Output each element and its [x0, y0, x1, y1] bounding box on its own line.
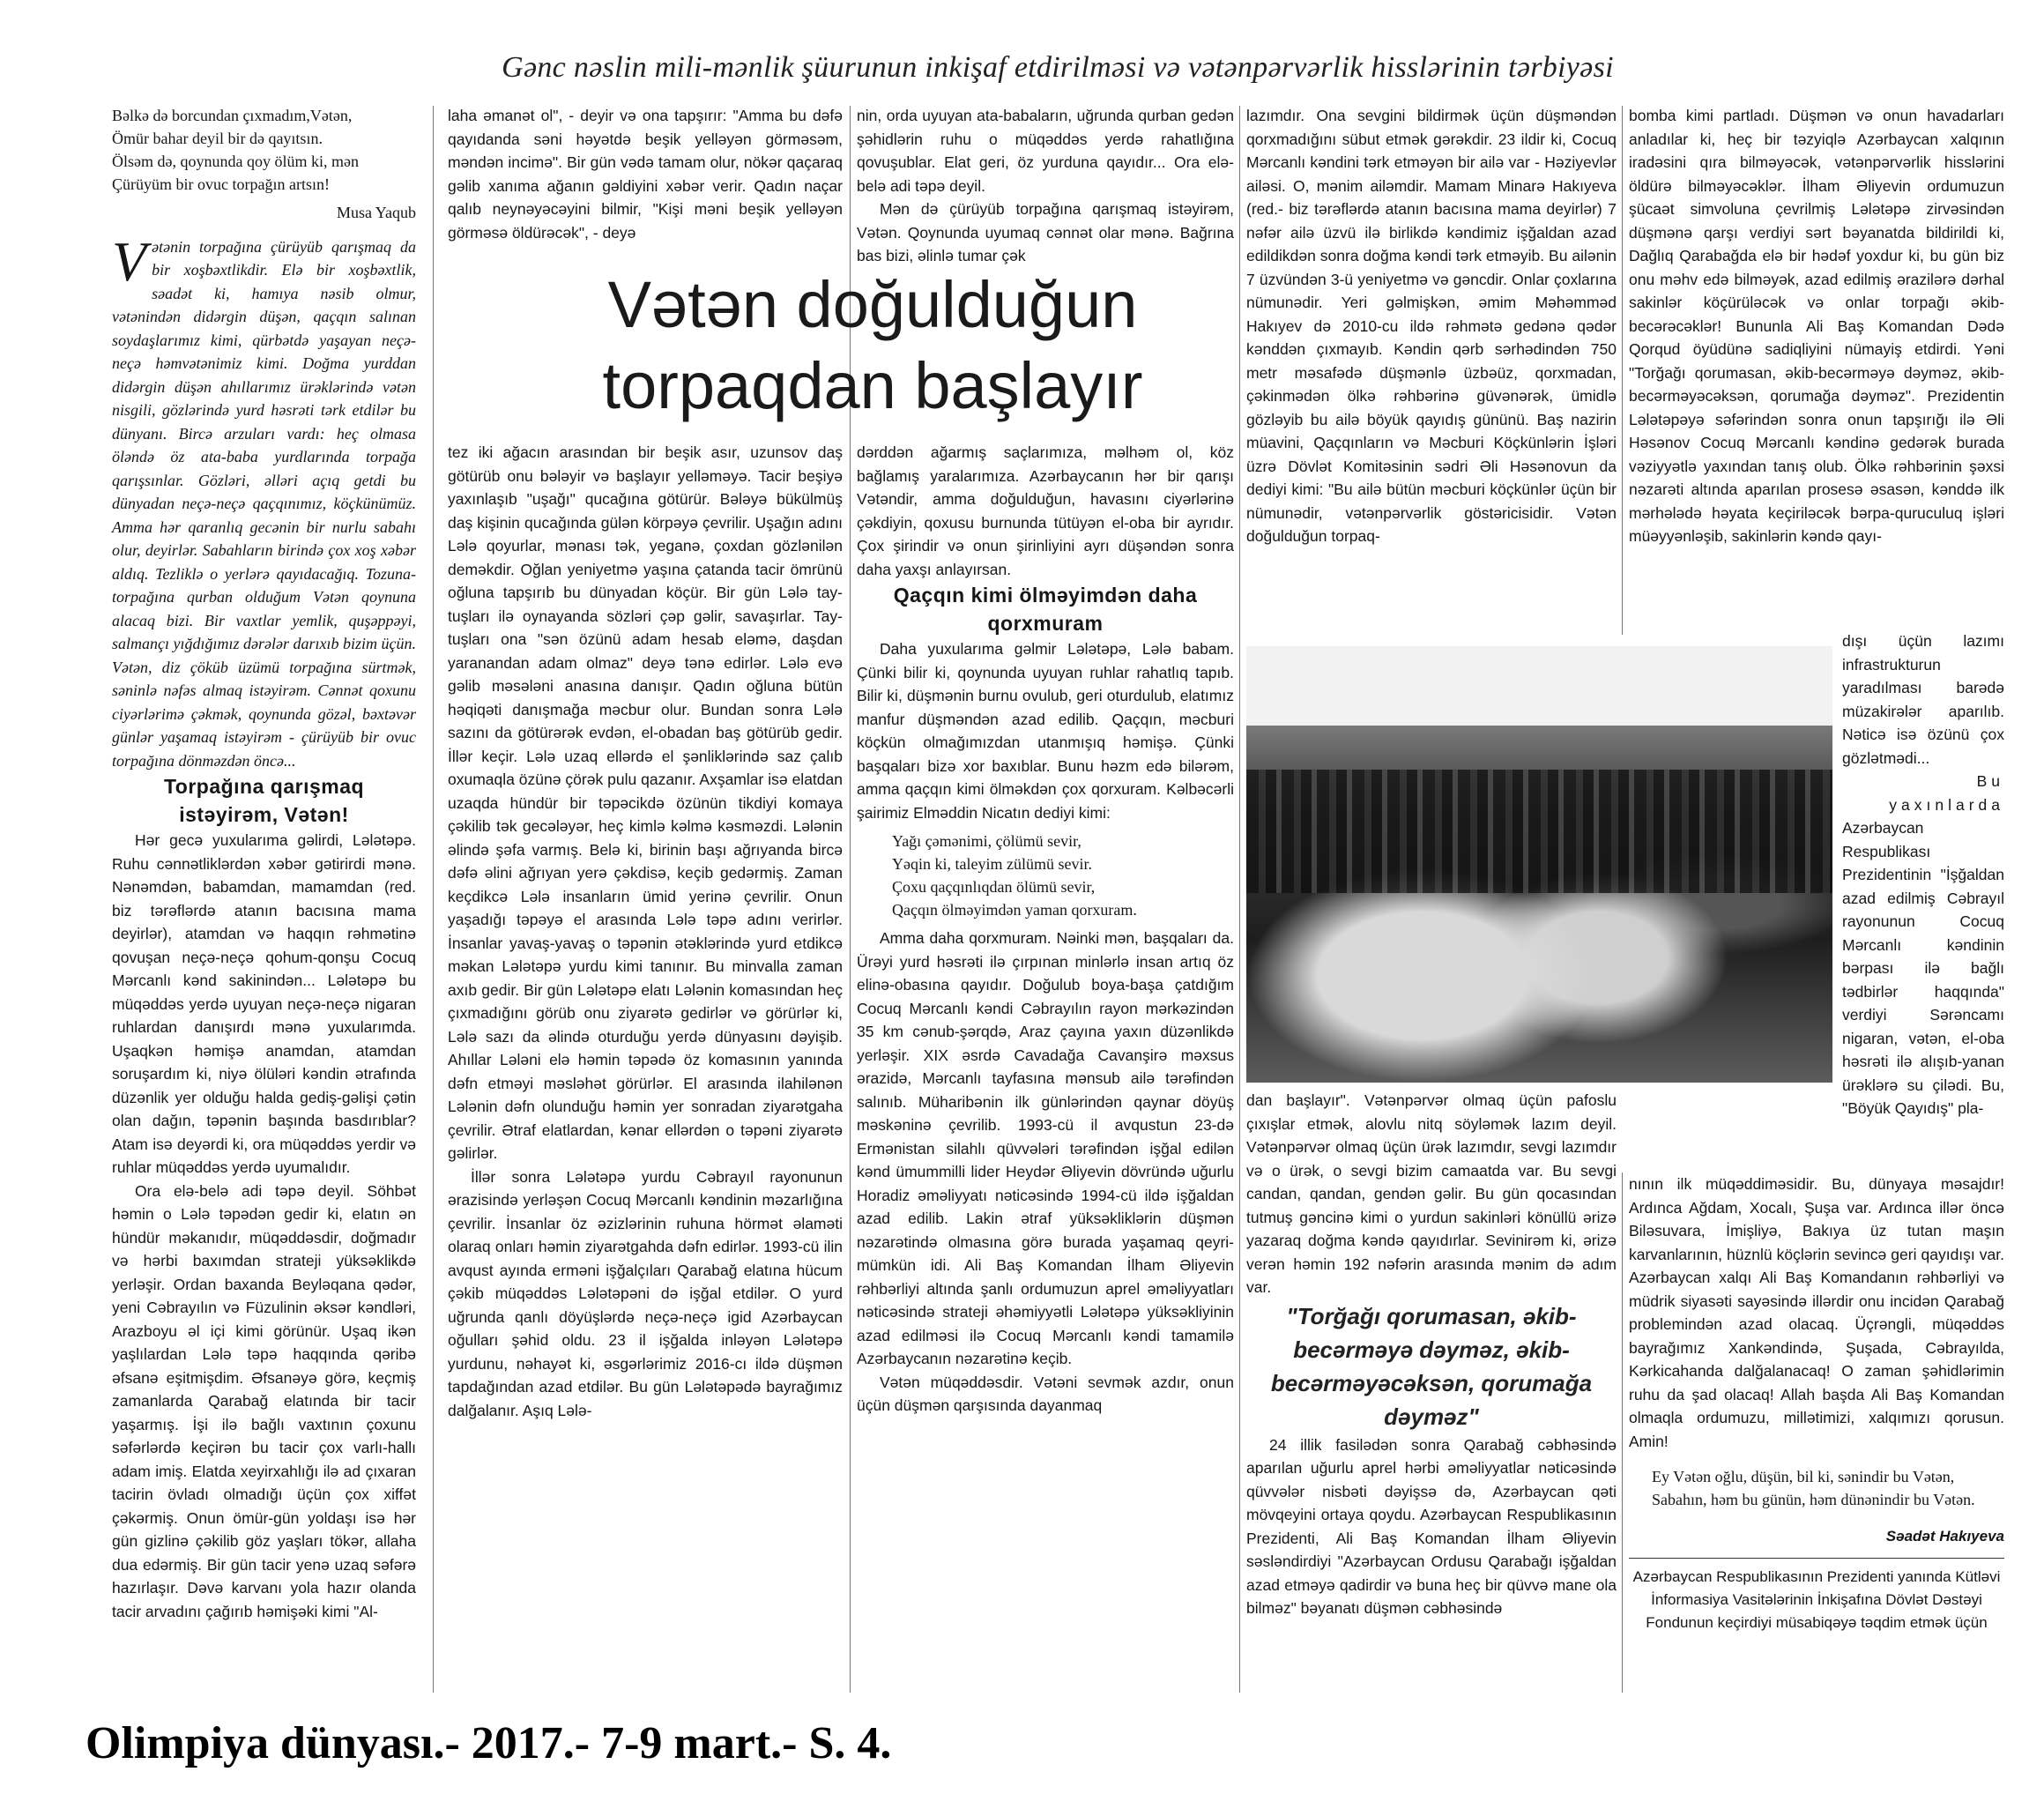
closing-poem [1629, 1465, 2004, 1511]
paragraph: dərddən ağarmış saçlarımıza, məlhəm ol, köz bağlamış yaralarımıza. Azərbaycanın hər bir qarışı Vətəndir, amma doğulduğun, havasını ciyərlərinə çəkdiyin, qoxusu burnunda tütüyən el-oba bir ayrıdır. Çox şirindir və onun şirinliyini ayrı düşəndən sonra daha yaxşı anlayırsan. [857, 443, 1234, 578]
paragraph: Mən də çürüyüb torpağına qarışmaq istəyirəm, Vətən. Qoynunda uyumaq cənnət olar mənə. Bağrına bas bizi, əlinlə tumar çək [857, 200, 1234, 264]
poem-line: Ey Vətən oğlu, düşün, bil ki, sənindir bu Vətən, [1652, 1468, 1955, 1485]
poem-line: Bəlkə də borcundan çıxmadım,Vətən, [112, 107, 353, 124]
intro-paragraph [112, 229, 416, 773]
paragraph: nin, orda uyuyan ata-babaların, uğrunda qurban gedən şəhidlərin ruhu o müqəddəs yerdə rahatlığına qovuşublar. Elat geri, öz yurduna qayıdır... Ora elə-belə adi təpə deyil. [857, 107, 1234, 195]
paragraph: bomba kimi partladı. Düşmən və onun havadarları anladılar ki, heç bir təzyiqlə Azərbaycan xalqının iradəsini qıra bilməyəcək, vətənpərvərlik hisslərini öldürə bilməyəcəklər. İlham Əliyevin ordumuzun şücaət simvoluna çevrilmiş Lələtəpə zirvəsindən düşmənə qarşı verdiyi sərt bəyanatda bildirildi ki, Dağlıq Qarabağda elə bir hədəf yoxdur ki, bu gün biz onu məhv edə bilməyək, azad edilmiş ərazilərə dərhal sakinlər köçürüləcək və onlar torpağı əkib-becərəcəklər! Bununla Ali Baş Komandan Dədə Qorqud öyüdünə sadiqliyini nümayiş etdirdi. Yəni "Torğağı qorumasan, əkib-becərməyə dəyməz, əkib-becərməyəcəksən, qorumağa dəyməz". Prezidentin Lələtəpəyə səfərindən sonra onun tapşırığı ilə Əli Həsənov Cocuq Mərcanlı kəndinə gedərək burada vəziyyətlə yaxından tanış olub. Ölkə rəhbərinin şəxsi nəzarəti altında aparılan prosesə əsasən, kənddə ilk mərhələdə həyata keçiriləcək bərpa-quruculuq işləri müəyyənləşib, sakinlərin kəndə qayı- [1629, 107, 2004, 545]
paragraph: Vətən müqəddəsdir. Vətəni sevmək azdır, onun üçün düşmən qarşısında dayanmaq [857, 1373, 1234, 1414]
column-divider [1622, 106, 1623, 635]
paragraph: Amma daha qorxmuram. Nəinki mən, başqaları da. Ürəyi yurd həsrəti ilə çırpınan minlərlə insan artıq öz elinə-obasına qayıdır. Doğulub boya-başa çatdığım Cocuq Mərcanlı kəndi Cəbrayılın rayon mərkəzindən 35 km cənub-şərqdə, Araz çayına yaxın düzənlikdə yerləşir. XIX əsrdə Cavadağa Cavanşirə məxsus ərazidə, Mərcanlı tayfasına mənsub ailə tərəfindən salınıb. Müharibənin ilk günlərindən qaynar döyüş məskəninə çevrilib. 1993-cü il avqustun 23-də Ermənistan silahlı qüvvələri tərəfindən işğal edilən kənd ümummilli lider Heydər Əliyevin dövründə uğurlu Horadiz əməliyyatı nəticəsində 1994-cü ildə işğaldan azad edilib. Lakin ətraf yüksəkliklərin düşmən nəzarətində olmasına görə burada yaşamaq qeyri-mümkün idi. Ali Baş Komandan İlham Əliyevin rəhbərliyi altında şanlı ordumuzun aprel əməliyyatları nəticəsində strateji əhəmiyyətli Lələtəpə yüksəkliyinin azad edilməsi ilə Cocuq Mərcanlı kəndi tamamilə Azərbaycanın nəzarətinə keçib. [857, 929, 1234, 1367]
column-5-narrow [1842, 629, 2004, 1120]
paragraph: nının ilk müqəddiməsidir. Bu, dünyaya məsajdır! Ardınca Ağdam, Xocalı, Şuşa var. Ardınca illər öncə Biləsuvara, İmişliyə, Bakıya üz tutan maşın karvanlarının, hüznlü köçlərin sevincə geri qayıdışı var. Azərbaycan xalqı Ali Baş Komandanın rəhbərliyi və müdrik siyasəti sayəsində illərdir onu incidən Qarabağ problemindən azad olacaq. Üçrəngli, müqəddəs bayrağımız Xankəndində, Şuşada, Cəbrayılda, Kərkicahanda dalğalanacaq! O zaman şəhidlərimin ruhu da şad olacaq! Allah başda Ali Baş Komandan olmaqla ordumuzu, millətimizi, xalqımızı qorusun. Amin! [1629, 1175, 2004, 1450]
column-divider [1622, 1172, 1623, 1693]
poem-line: Sabahın, həm bu günün, həm dünənindir bu Vətən. [1652, 1491, 1975, 1508]
column-divider [433, 106, 434, 1693]
poem-line: Yağı çəmənimi, çölümü sevir, [892, 832, 1081, 850]
column-5-top [1629, 104, 2004, 548]
paragraph: Azərbaycan Respublikası Prezidentinin "İşğaldan azad edilmiş Cəbrayıl rayonunun Cocuq Mərcanlı kəndinin bərpası ilə bağlı tədbirlər haqqında" verdiyi Sərəncamı nigaran, vətən, el-oba həsrəti ilə alışıb-yanan ürəklərə su çilədi. Bu, "Böyük Qayıdış" pla- [1842, 819, 2004, 1117]
paragraph: İllər sonra Lələtəpə yurdu Cəbrayıl rayonunun ərazisində yerləşən Cocuq Mərcanlı kəndinin məzarlığına çevrilir. İnsanlar öz əzizlərinin ruhuna hörmət əlaməti olaraq onları həmin ziyarətgahda dəfn edirlər. 1993-cü ilin avqust ayında erməni işğalçıları Qarabağ elatına hücum çəkib müqəddəs Lələtəpəni də işğal etdilər. O yurd uğrunda qanlı döyüşlərdə neçə-neçə igid Azərbaycan oğulları şəhid oldu. 23 il işğalda inləyən Lələtəpə yurdunu, nəhayət ki, əsgərlərimiz 2016-cı ildə düşmən tapdağından azad etdilər. Bu gün Lələtəpədə bayrağımız dalğalanır. Aşıq Lələ- [448, 1167, 843, 1419]
article-author: Səadət Hakıyeva [1885, 1528, 2004, 1545]
poem-line: Yəqin ki, taleyim zülümü sevir. [892, 855, 1092, 873]
section-header: Gənc nəslin mili-mənlik şüurunun inkişaf etdirilməsi və vətənpərvərlik hisslərinin tərbiyəsi [502, 51, 1614, 84]
paragraph: Ora elə-belə adi təpə deyil. Söhbət həmin o Lələ təpədən gedir ki, elatın ən hündür məkanıdır, müqəddəsdir, doğmadır və hərbi baxımdan strateji yüksəklikdə yerləşir. Ordan baxanda Beyləqana qədər, yeni Cəbrayılın və Füzulinin əksər kəndləri, Arazboyu əl içi kimi görünür. Uşaq ikən yaşlılardan Lələ təpə haqqında qəribə əfsanə eşitmişdim. Əfsanəyə görə, keçmiş zamanlarda Qarabağ elatında bir tacir yaşarmış. İşi ilə bağlı vaxtının çoxunu səfərlərdə keçirən bu tacir çox varlı-hallı adam imiş. Elatda xeyirxahlığı ilə ad çıxaran tacirin övladı olmadığı üçün çox xiffət çəkərmiş. Onun ömür-gün yoldaşı isə hər gün gizlinə çəkilib göz yaşları tökər, allaha dua edərmiş. Bir gün tacir yenə uzaq səfərə hazırlaşır. Dəvə karvanı yola hazır olanda tacir arvadını çağırıb həmişəki kimi "Al- [112, 1181, 416, 1620]
paragraph: Daha yuxularıma gəlmir Lələtəpə, Lələ babam. Çünki bilir ki, qoynunda uyuyan ruhlar rahatlıq tapıb. Bilir ki, düşmənin burnu ovulub, geri oturdulub, elatımız manfur düşməndən azad edilib. Qaçqın, məcburi köçkün olmağımızdan utanmışıq həmişə. Çünki başqaları bizə xor baxıblar. Bunu həzm edə bilərəm, amma qaçqın kimi ölməkdən çox qorxuram. Kəlbəcərli şairimiz Elməddin Nicatın dediyi kimi: [857, 640, 1234, 822]
column-3-top [857, 104, 1234, 268]
source-citation: Olimpiya dünyası.- 2017.- 7-9 mart.- S. 4. [85, 1718, 892, 1768]
poem-line: Çoxu qaçqınlıqdan ölümü sevir, [892, 878, 1096, 896]
news-photo [1246, 646, 1832, 1083]
quoted-poem [892, 830, 1234, 921]
column-1 [112, 104, 416, 1623]
paragraph: Hər gecə yuxularıma gəlirdi, Lələtəpə. Ruhu cənnətliklərdən xəbər gətirirdi mənə. Nənəmdən, babamdan, mamamdan (red. biz tərəflərdə atanın bacısına mama deyirlər), atamdan və haqqın rəhmətinə qovuşan neçə-neçə qohum-qonşu Cocuq Mərcanlı kənd sakinindən... Lələtəpə bu müqəddəs yerdə uyuyan neçə-neçə nigaran ruhlardan danışırdı mənə yuxularımda. Uşaqkən həmişə anamdan, atamdan soruşardım ki, niyə ölüləri kəndin ətrafında düzənlik yer olduğu halda gediş-gəlişi çətin olan dağın, təpənin başında basdırıblar? Atam isə deyərdi ki, ora müqəddəs yerdir və ruhlar müqəddəs yerdə uyumalıdır. [112, 831, 416, 1176]
poem-line: Ömür bahar deyil bir də qayıtsın. [112, 130, 323, 147]
column-4 [1246, 1089, 1617, 1620]
column-divider [1239, 106, 1240, 1693]
paragraph: lazımdır. Ona sevgini bildirmək üçün düşməndən qorxmadığını sübut etmək gərəkdir. 23 ildir ki, Cocuq Mərcanlı kəndini tərk etməyən bir ailə var - Həziyevlər ailəsi. O, mənim ailəmdir. Mamam Minarə Hakıyeva (red.- biz tərəflərdə atanın bacısına mama deyirlər) 7 nəfər ailə üzvü ilə birlikdə kəndimiz işğaldan azad edildikdən sonra doğma kəndi tərk etməyib. Bu ailənin 7 üzvündən 3-ü yeniyetmə və gəncdir. Onlar çoxlarına nümunədir. Yeri gəlmişkən, əmim Məhəmməd Hakıyev də 2010-cu ildə rəhmətə gedənə qədər kənddən çıxmayıb. Kəndin qərb sərhədindən 750 metr məsafədə düşmənlə üzbəüz, qorxmadan, çəkinmədən ölkə rəhbərinə güvənərək, ümidlə gözləyib bu ailə böyük qayıdış gününü. Baş nazirin müavini, Qaçqınların və Məcburi Köçkünlərin İşləri üzrə Dövlət Komitəsinin sədri Əli Həsənovun da dediyi kimi: "Bu ailə bütün məcburi köçkünlər üçün bir nümunədir, vətənpərvərlik göstəricisidir. Vətən doğulduğun torpaq- [1246, 107, 1617, 545]
drop-cap: V [112, 229, 147, 293]
poem-line: Çürüyüm bir ovuc torpağın artsın! [112, 175, 330, 193]
epigraph-poem [112, 104, 416, 196]
column-4-top [1246, 104, 1617, 548]
intro-text: ətənin torpağına çürüyüb qarışmaq da bir xoşbəxtlikdir. Elə bir xoşbəxtlik, səadət ki, hamıya nəsib olmur, vətənindən didərgin düşən, qaçqın salınan soydaşlarımız kimi, qürbətdə yaşayan neçə-neçə həmvətənimiz kimi. Doğma yurddan didərgin düşən ahıllarımız ürəklərində vətən nisgili, gözlərində yurd həsrəti tərk etdilər bu dünyanı. Bircə arzuları vardı: heç olmasa öləndə öz ata-baba yurdlarında torpağa qarışsınlar. Gözləri, əlləri açıq getdi bu dünyadan neçə-neçə qaçqınımız, köçkünümüz. Amma hər qaranlıq gecənin bir nurlu sabahı olur, deyirlər. Sabahların birində çox xoş xəbər aldıq. Tezliklə o yerlərə qayıdacağıq. Tozuna-torpağına qurban olduğum Vətən qoynuna alacaq bizi. Bir vaxtlar yemlik, quşəppəyi, salmançı yığdığımız dərələr darıxıb bizim üçün. Vətən, diz çöküb üzümü torpağına sürtmək, səninlə nəfəs almaq istəyirəm. Cənnət qoxunu ciyərlərimə çəkmək, qoynunda gözəl, bəxtəvər günlər yaşamaq istəyirəm - çürüyüb bir ovuc torpağına dönməzdən öncə... [112, 237, 416, 770]
subheading: Qaçqın kimi ölməyimdən daha qorxmuram [893, 584, 1198, 635]
paragraph: dışı üçün lazımı infrastrukturun yaradılması barədə müzakirələr aparılıb. Nəticə isə özünü çox gözlətmədi... [1842, 632, 2004, 767]
footnote: Azərbaycan Respublikasının Prezidenti yanında Kütləvi İnformasiya Vasitələrinin İnkişafına Dövlət Dəstəyi Fondunun keçirdiyi müsabiqəyə təqdim etmək üçün [1629, 1558, 2004, 1634]
poem-line: Ölsəm də, qoynunda qoy ölüm ki, mən [112, 153, 359, 170]
column-5 [1629, 1172, 2004, 1634]
subheading: Torpağına qarışmaq istəyirəm, Vətən! [163, 775, 365, 826]
column-2 [448, 441, 843, 1422]
paragraph: tez iki ağacın arasından bir beşik asır, uzunsov daş götürüb onu bələyir və başlayır yelləməyə. Tacir beşiyə yaxınlaşıb "uşağı" qucağına götürür. Bələyə bükülmüş daş kişinin qucağında gülən körpəyə çevrilir. Uşağın adını Lələ qoyurlar, mənası tək, yeganə, çoxdan gözlənilən deməkdir. Oğlan yeniyetmə yaşına çatanda tacir ömrünü oğluna tapşırıb bu dünyadan köçür. Bir gün Lələ tay-tuşları ilə oynayanda sözləri çəp gəlir, savaşırlar. Tay-tuşları ona "sən özünü adam hesab eləmə, daşdan yaranandan adam olmaz" deyə tənə edirlər. Lələ evə gəlib məsələni anasına danışır. Qadın oğluna bütün həqiqəti danışmağa məcbur olur. Bundan sonra Lələ sazını da götürərək evdən, el-obadan baş götürüb gedir. İllər keçir. Lələ uzaq ellərdə el şənliklərində saz çalıb oxumaqla özünə çörək pulu qazanır. Axşamlar isə elatdan uzaqda hündür bir təpəcikdə özünün tikdiyi komaya çəkilib tək gecələyər, heç kimlə kəlmə kəsməzdi. Lələnin əlində şəfa varmış. Belə ki, birinin başı ağrıyanda bircə dəfə əlini ağrıyan yerə çəkdisə, keçib gedərmiş. Zaman keçdikcə Lələ insanların ümid yerinə çevrilir. Onun yaşadığı təpəyə el arasında Lələ təpə adını verirlər. İnsanlar yavaş-yavaş o təpənin ətəklərində yurd etdikcə məkan Lələtəpə yurdu kimi tanınır. Bu minvalla zaman axıb gedir. Bir gün Lələtəpə elatı Lələnin komasından heç çıxmadığını görüb onu ziyarətə gedirlər və görürlər ki, Lələ sazı da əlində oturduğu yerdə dünyasını dəyişib. Ahıllar Lələni elə həmin təpədə öz komasının yanında dəfn etməyi məsləhət görürlər. El arasında ilahilənən Lələnin dəfn olunduğu həmin yer sonradan ziyarətgaha çevrilir. Ətraf elatlardan, kənar ellərdən o təpəni ziyarətə gəlirlər. [448, 443, 843, 1162]
article-headline: Vətən doğulduğun torpaqdan başlayır [602, 268, 1143, 422]
poem-author: Musa Yaqub [336, 204, 416, 221]
pull-quote: "Torğağı qorumasan, əkib-becərməyə dəyməz, əkib-becərməyəcəksən, qorumağa dəyməz" [1270, 1302, 1593, 1430]
column-2-top [448, 104, 843, 244]
paragraph: 24 illik fasilədən sonra Qarabağ cəbhəsində aparılan uğurlu aprel hərbi əməliyyatlar nəticəsində qüvvələr nisbəti dəyişsə də, Azərbaycan qəti mövqeyini ortaya qoydu. Azərbaycan Respublikasının Prezidenti, Ali Baş Komandan İlham Əliyevin səsləndirdiyi "Azərbaycan Ordusu Qarabağı işğaldan azad etməyə qadirdir və buna heç bir qüvvə mane ola bilməz" bəyanatı düşmən cəbhəsində [1246, 1435, 1617, 1617]
column-3 [857, 441, 1234, 1418]
paragraph: dan başlayır". Vətənpərvər olmaq üçün pafoslu çıxışlar etmək, alovlu nitq söyləmək lazım deyil. Vətənpərvər olmaq üçün ürək lazımdır, sevgi lazımdır və o ürək, o sevgi bizim camaatda var. Bu sevgi candan, qandan, gendən gəlir. Bu gün qocasından tutmuş gəncinə kimi o yurdun sakinləri könüllü ərizə yazaraq doğma kəndə qayıdırlar. Sevinirəm ki, ərizə verən həmin 192 nəfərin arasında mənim də adım var. [1246, 1091, 1617, 1296]
photo-crowd [1246, 770, 1832, 893]
paragraph-lead: Bu yaxınlarda [1889, 772, 2004, 814]
paragraph: laha əmanət ol", - deyir və ona tapşırır: "Amma bu dəfə qayıdanda səni həyətdə beşik yelləyən görməsəm, məndən incimə". Bir gün vədə tamam olur, nökər qaçaraq gəlib xanıma ağanın gəldiyini xəbər verir. Qadın naçar qalıb neynəyəcəyini bilmir, "Kişi məni beşik yelləyən görməsə öldürəcək", - deyə [448, 107, 843, 242]
poem-line: Qaçqın ölməyimdən yaman qorxuram. [892, 901, 1137, 919]
